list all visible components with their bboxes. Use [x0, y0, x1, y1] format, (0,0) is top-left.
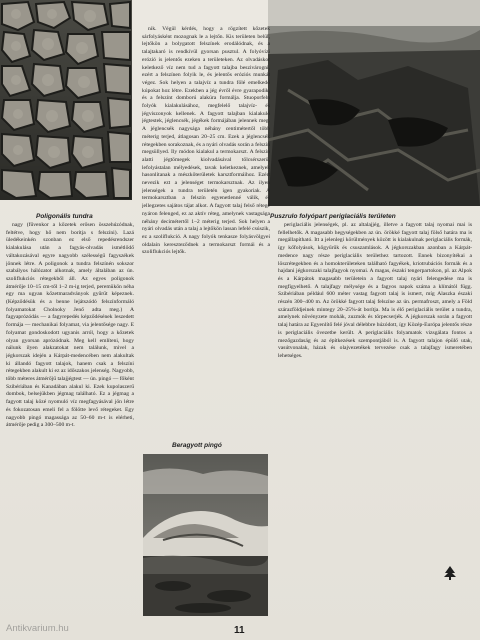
watermark: Antikvarium.hu — [6, 623, 69, 634]
page-number: 11 — [234, 625, 245, 636]
middle-text-column — [142, 26, 270, 436]
left-column-text: nagy (fűvenkor a kőzetek erősen összehúzódnak, feltétve, hogy hő nem borítja s felszíni). Lazá üledékeinkén szonban ez első repedésrendszer kialakulása után a fagyás-olvadás ismétlődő váltakozásával egyre nagyobb szélességű fagyszékek jönnek létre. A poligonok a tundra felszínén sokszor szabályos hálózatot alkotnak, amely általában az ún. szoliflukciós rétegekből áll. Az egyes poligonok átmérője 10–15 cm-től 1–2 m-ig terjed, peremükön néha egy ma ugyan kőzetmaradványok gyűrűt képeznek. (Képződésük és a benne lejátszódó felszínformáló folyamatokat Cholnoky Jenő adta meg.) A fagyaprózódás — a fagyrepedés képződésének leszedett formája — mechanikai folyamat, via jelentősége nagy. E folyamat gondoskodott ugyanis arról, hogy a kőzetek olyan gyorsan aprózódnak. Meg kell említeni, hogy nálunk ilyen alakzatokat nem találunk, mivel a jégkorszak idején a Kárpát-medencében nem alakultak ki állandó fagyott talajok, hanem csak a felszíni rétegekben alakult ki ez az időszakos jelenség. Nagyobb, több méteres átmérőjű talajjégtest — ún. pingó — főként Szibériában és Kanadában alakul ki. Ezek kupolaszerű dombok, belsejükben jégmag található. Ez a jégmag a fagyott talaj közé nyomuló víz megfagyásával jön létre és fokozatosan emeli fel a fölötte levő rétegeket. Egy nagyobb pingó magassága az 50–60 m-t is elérheti, átmérője pedig a 300–500 m-t. — [6, 222, 134, 429]
left-text-column — [6, 222, 134, 618]
polygon-tundra-photo — [0, 0, 132, 200]
polygon-tundra-caption: Poligonális tundra — [36, 213, 93, 220]
frost-riverbank-photo — [268, 0, 480, 206]
right-text-column — [278, 222, 472, 564]
right-column-text: periglaciális jelenségek, pl. az altalajjég, illetve a fagyott talaj nyomai mai is fellelhetők. A magasabb hegységekben az ún. örökké fagyott talaj fölső határa ma is megállapítható. Itt a jelenlegi körülmények között is kialakulnak periglaciális formák, így kőfolyások, kőgyűrűk és csuszamlások. A jégkorszakban azonban a Kárpát-medence nagy része periglaciális területhez tartozott. Ennek bizonyítékai a löszrétegekben és a homokterületeken található fagyékek, kriotrubációs formák és a hajdani jégkorszaki talajfagyok nyomai. A magas, északi tengerpartokon, pl. az Alpok és a Kárpátok magasabb területein a fagyott talaj nyári felengedése ma is megfigyelhető. A talajfagy mélysége és a fagyos napok száma a klímától függ. Szibériában például 600 méter vastag fagyott talaj is ismert, míg Alaszka északi részén 300–400 m. Az örökké fagyott talaj felszíne az ún. permafroszt, amely a Föld szárazföldjeinek mintegy 20–25%-át borítja. Ma is élő periglaciális terület a tundra, amelynek növényzete mohák, zuzmók és törpecserjék. A jégkorszak során a fagyott talaj határa az Egyenlítő felé jóval délebbre húzódott, így Közép-Európa jelentős része is periglaciális övezetbe került. A periglaciális folyamatok vizsgálata fontos a mezőgazdaság és az építkezések szempontjából is. A fagyott talajon épülő utak, vasútvonalak, házak és olajvezetékek tervezése csak a talajfagy ismeretében lehetséges. — [278, 222, 472, 359]
pingo-caption: Beragyott pingó — [172, 442, 222, 449]
frost-riverbank-image — [268, 0, 480, 206]
tree-icon — [444, 566, 456, 585]
pingo-photo — [143, 454, 268, 616]
pingo-image — [143, 454, 268, 616]
middle-column-text: nik. Végül kérdés, hogy a rögzített kőzetek sárfolyásként mozognak le a lejtőn. Kis területen belül, lejtőkön a bolygatott felszínek erodálódnak, és a talajtakaró is rendkívül gyorsan pusztul. A folyóvízi erózió is jelentős ezeken a területeken. Az olvadáskor keletkező víz nem tud a fagyott talajba beszivárogni, ezért a felszínen folyik le, és jelentős eróziós munkát végez. Sok helyen a talajvíz a tundra fölé emelkedő kúpokat hoz létre. Ezekben a jég évről évre gyarapodik, és a felszínt domború alakúra formálja. Stuoporfeln folyók kialakulásához, megfelelő talajvíz- és jégviszonyok kellenek. A fagyott talajban kialakuló jégtestek, jéglencsék, jégékek formájában jelennek meg. A jéglencsék nagysága néhány centimétertől több méterig terjed, átlagosan 20–25 cm. Ezek a jéglencsék rétegekben sorakoznak, és a nyári olvadás során a felszín megsüllyed. Ily módon kialakul a termokarszt. A felszín alatti jégtömegek kiolvadásával tölcsérszerű, lefolyástalan mélyedések, tavak keletkeznek, amelyek hasonlítanak a mészkőterületek karsztformáihoz. Ezért nevezik ezt a jelenséget termokarsztnak. Az ilyen jelenségek a tundra területén igen gyakoriak. A termokarsztban a felszín egyenetlenné válik, és jellegzetes sajátos tájat alkot. A fagyott talaj felső rétege nyáron felenged, ez az aktív réteg, amelynek vastagsága néhány decimétertől 1–2 méterig terjed. Sok helyen a nyári olvadás után a talaj a lejtőkön lassan lefelé csúszik, ez a szoliflukció. A nagy folyók tenkasze folyásvölgyei oldalain kereszteződnek a termokarszt formái és a szoliflukciós lejtők. — [142, 26, 270, 256]
polygon-tundra-image — [0, 0, 132, 200]
frost-riverbank-caption: Puszrulo folyópart periglaciális területen — [270, 213, 396, 220]
